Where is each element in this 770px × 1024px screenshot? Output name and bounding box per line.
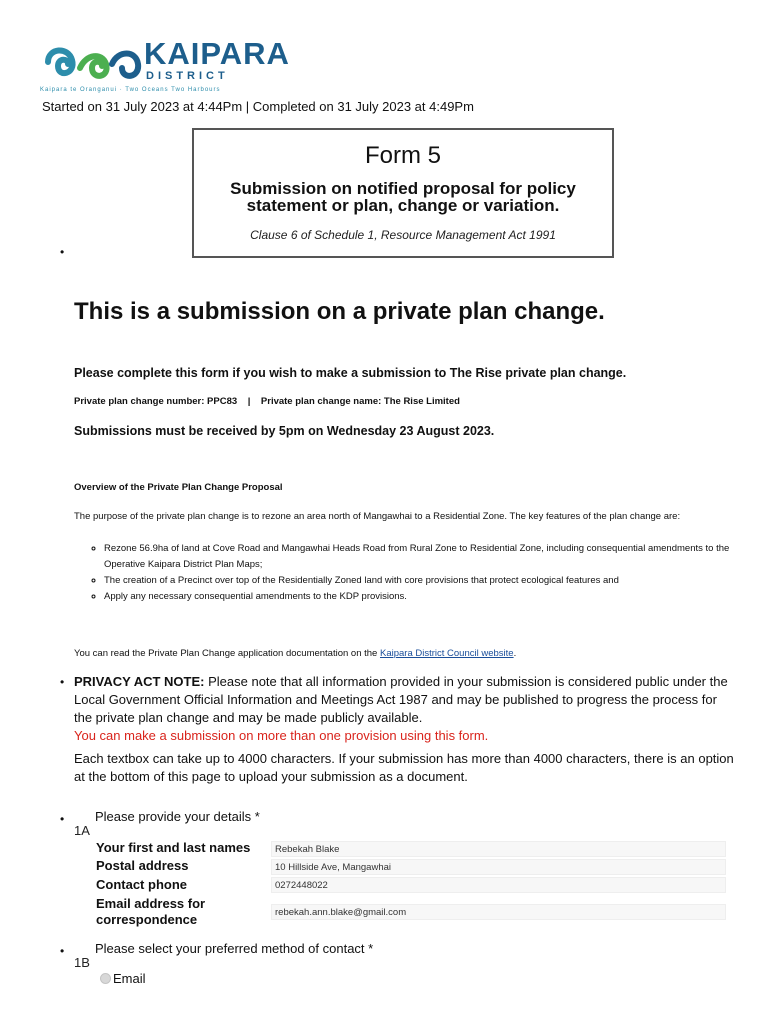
read-prefix: You can read the Private Plan Change application documentation on the bbox=[74, 648, 380, 659]
name-label: Your first and last names bbox=[96, 840, 251, 855]
question-1a-title: Please provide your details * bbox=[95, 809, 260, 824]
contact-phone-field[interactable]: 0272448022 bbox=[271, 877, 726, 893]
bullet-icon: • bbox=[60, 245, 65, 259]
form-subtitle bbox=[194, 180, 612, 214]
multiple-provisions-note: You can make a submission on more than one provision using this form. bbox=[74, 728, 489, 743]
overview-list bbox=[90, 541, 730, 605]
form-title-box bbox=[192, 128, 614, 258]
plan-change-info: Private plan change number: PPC83 | Private plan change name: The Rise Limited bbox=[74, 396, 460, 407]
question-1b-number: 1B bbox=[74, 955, 90, 970]
email-field[interactable]: rebekah.ann.blake@gmail.com bbox=[271, 904, 726, 920]
email-radio[interactable] bbox=[100, 973, 111, 984]
list-item: ◦ Apply any necessary consequential amendments to the KDP provisions. bbox=[104, 589, 730, 605]
list-item: ◦ Rezone 56.9ha of land at Cove Road and Mangawhai Heads Road from Rural Zone to Residential Zone, including consequential amendments to the Operative Kaipara District Plan Maps; bbox=[104, 541, 730, 573]
bullet-icon: • bbox=[60, 944, 65, 958]
read-suffix: . bbox=[513, 648, 517, 659]
form-subtitle-line1: Submission on notified proposal for policy bbox=[230, 179, 576, 198]
list-item: ◦ The creation of a Precinct over top of the Residentially Zoned land with core provisions that protect ecological features and bbox=[104, 573, 730, 589]
bullet-icon: • bbox=[60, 812, 65, 826]
form-clause: Clause 6 of Schedule 1, Resource Management Act 1991 bbox=[250, 228, 556, 242]
logo-wordmark: KAIPARA bbox=[144, 36, 290, 71]
email-radio-label: Email bbox=[113, 971, 146, 986]
read-documentation-text bbox=[74, 648, 516, 659]
postal-address-label: Postal address bbox=[96, 858, 189, 873]
logo-district: DISTRICT bbox=[146, 70, 229, 82]
postal-address-field[interactable]: 10 Hillside Ave, Mangawhai bbox=[271, 859, 726, 875]
form-subtitle-line2: statement or plan, change or variation. bbox=[246, 196, 560, 215]
form-title: Form 5 bbox=[364, 142, 441, 169]
email-label: Email address for correspondence bbox=[96, 896, 206, 927]
question-1b-title: Please select your preferred method of contact * bbox=[95, 941, 374, 956]
deadline-text: Submissions must be received by 5pm on Wednesday 23 August 2023. bbox=[74, 424, 495, 438]
contact-phone-label: Contact phone bbox=[96, 877, 187, 892]
question-1a-number: 1A bbox=[74, 823, 90, 838]
textbox-limit-note: Each textbox can take up to 4000 characters. If your submission has more than 4000 characters, there is an option at the bottom of this page to upload your submission as a document. bbox=[74, 751, 734, 784]
privacy-label: PRIVACY ACT NOTE: bbox=[74, 674, 205, 689]
bullet-icon: • bbox=[60, 675, 65, 689]
privacy-note bbox=[74, 673, 734, 727]
page-heading: This is a submission on a private plan change. bbox=[74, 298, 605, 325]
overview-text: The purpose of the private plan change is to rezone an area north of Mangawhai to a Residential Zone. The key features of the plan change are: bbox=[74, 511, 681, 522]
please-complete-text: Please complete this form if you wish to make a submission to The Rise private plan change. bbox=[74, 366, 627, 380]
logo-tagline: Kaipara te Oranganui · Two Oceans Two Harbours bbox=[40, 87, 221, 93]
privacy-text: Please note that all information provided in your submission is considered public under the Local Government Official Information and Meetings Act 1987 and may be published to progress the process for the private plan change and may be made publicly available. bbox=[74, 674, 728, 725]
name-field[interactable]: Rebekah Blake bbox=[271, 841, 726, 857]
overview-title: Overview of the Private Plan Change Proposal bbox=[74, 482, 283, 493]
council-website-link[interactable]: Kaipara District Council website bbox=[379, 648, 514, 659]
started-completed-line: Started on 31 July 2023 at 4:44Pm | Completed on 31 July 2023 at 4:49Pm bbox=[42, 99, 474, 114]
